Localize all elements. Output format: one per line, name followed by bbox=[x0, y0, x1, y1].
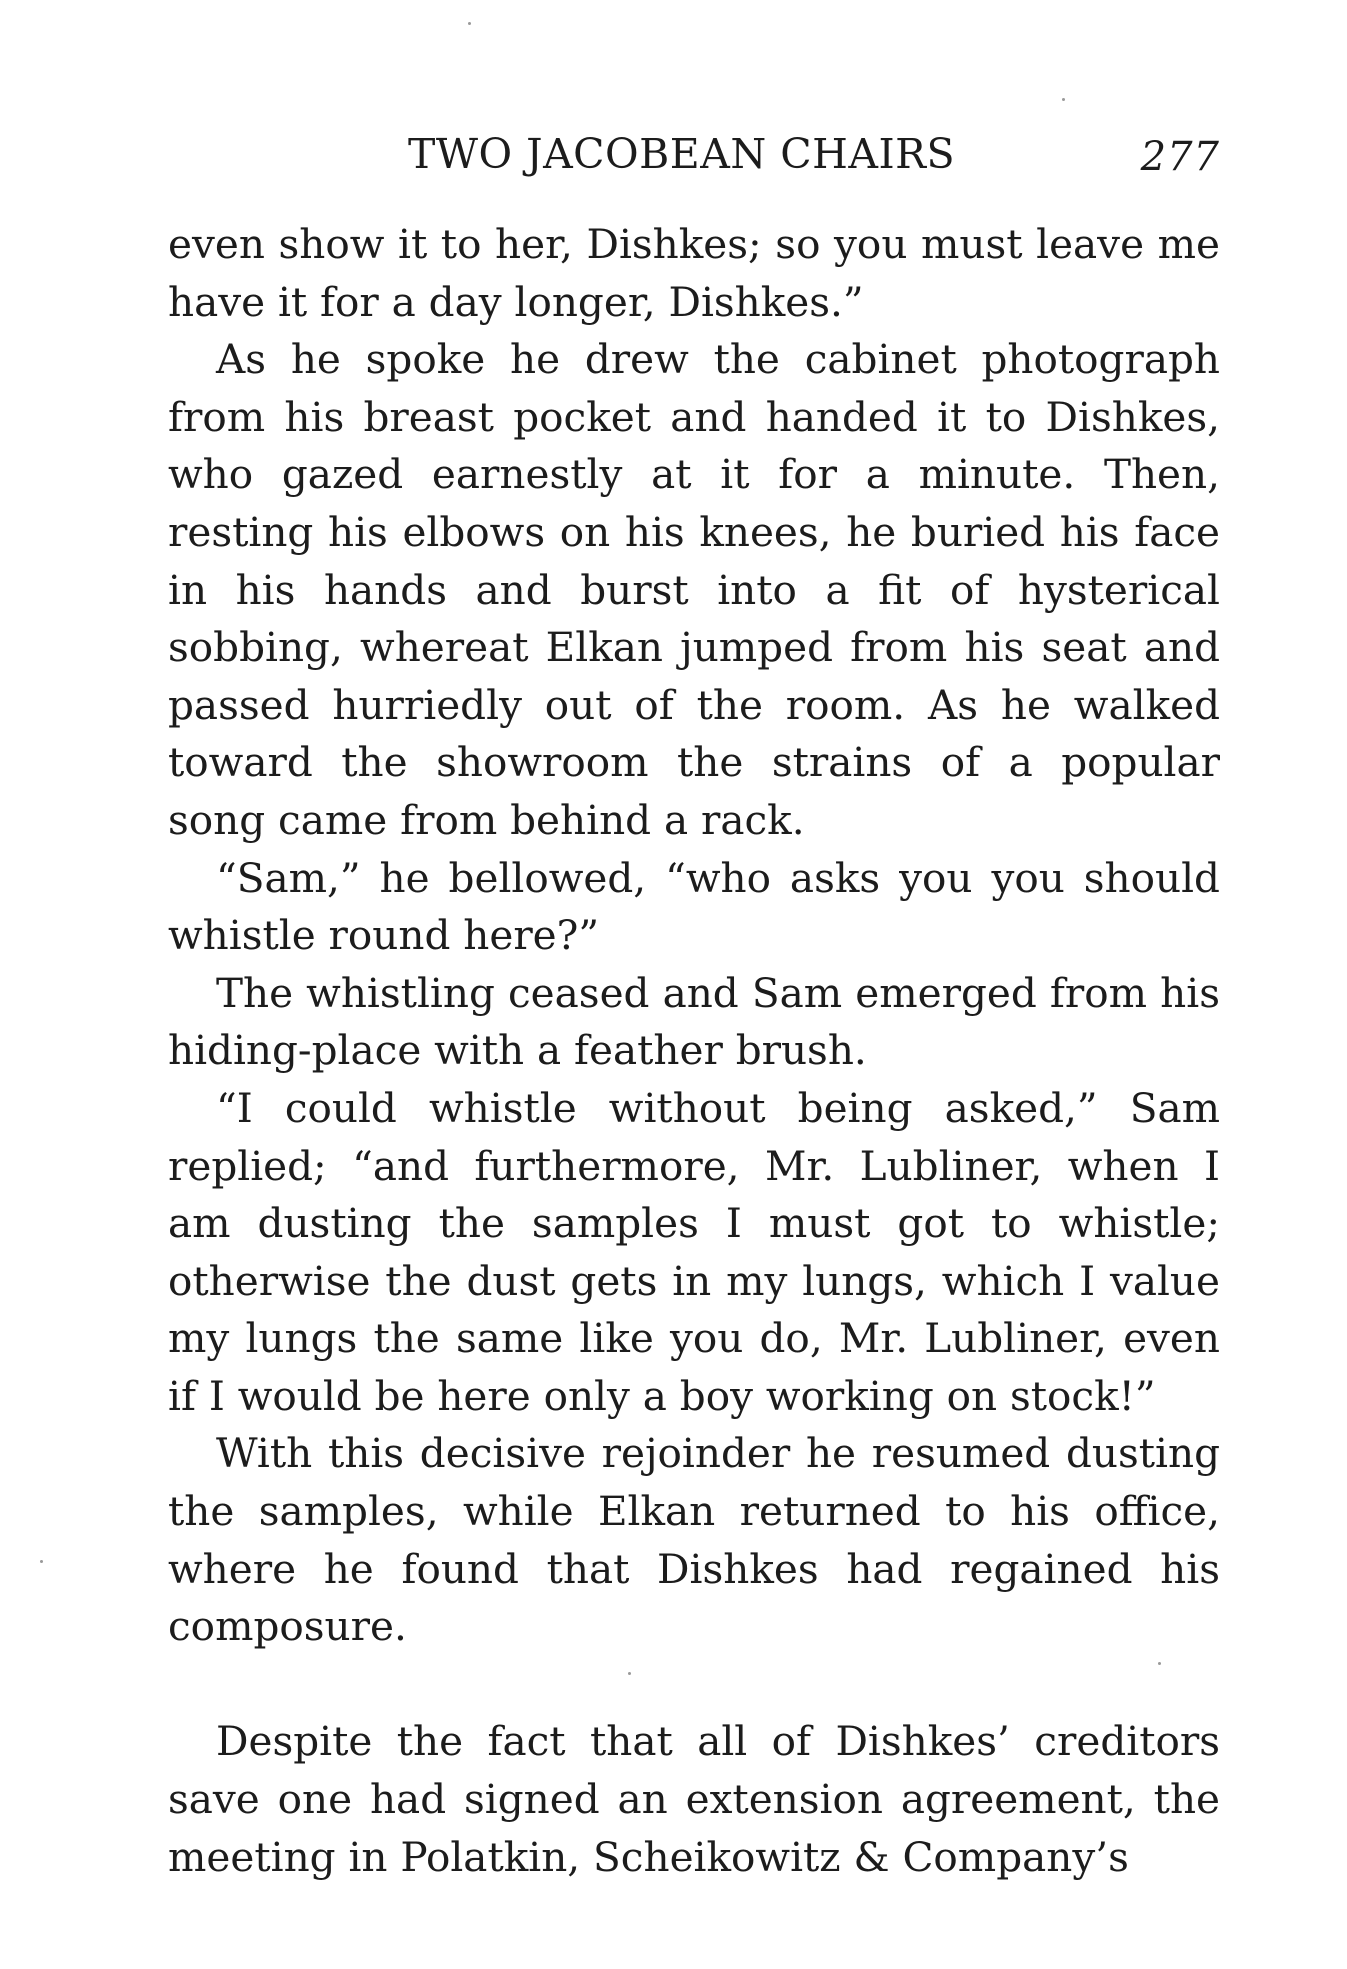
paragraph: The whistling ceased and Sam emerged from his hiding-place with a feather brush. bbox=[168, 968, 1220, 1075]
paragraph: With this decisive rejoinder he resumed dusting the samples, while Elkan returned to his office, where he found that Dishkes had regained his composure. bbox=[168, 1429, 1220, 1651]
section-break bbox=[168, 1656, 1220, 1714]
body-text bbox=[168, 216, 1220, 1886]
paper-speck bbox=[40, 1560, 43, 1563]
paragraph: “Sam,” he bellowed, “who asks you you should whistle round here?” bbox=[168, 853, 1220, 960]
page-number: 277 bbox=[1140, 134, 1220, 180]
paper-speck bbox=[628, 1672, 631, 1675]
page-header bbox=[168, 130, 1220, 190]
paper-speck bbox=[468, 22, 471, 25]
paragraph: even show it to her, Dishkes; so you must leave me have it for a day longer, Dishkes.” bbox=[168, 220, 1220, 326]
paper-speck bbox=[1062, 98, 1065, 101]
running-title: TWO JACOBEAN CHAIRS bbox=[408, 130, 956, 178]
paragraph: “I could whistle without being asked,” Sam replied; “and furthermore, Mr. Lubliner, when I am dusting the samples I must got to whistle; otherwise the dust gets in my lungs, which I value my lungs the same like you do, Mr. Lubliner, even if I would be here only a boy working on stock!” bbox=[168, 1083, 1220, 1420]
paragraph: As he spoke he drew the cabinet photograph from his breast pocket and handed it to Dishkes, who gazed earnestly at it for a minute. Then, resting his elbows on his knees, he buried his face in his hands and burst into a fit of hysterical sobbing, whereat Elkan jumped from his seat and passed hurriedly out of the room. As he walked toward the showroom the strains of a popular song came from behind a rack. bbox=[168, 335, 1220, 844]
paper-speck bbox=[1158, 1662, 1161, 1665]
paragraph: Despite the fact that all of Dishkes’ creditors save one had signed an extension agreement, the meeting in Polatkin, Scheikowitz & Company’s bbox=[168, 1717, 1220, 1881]
